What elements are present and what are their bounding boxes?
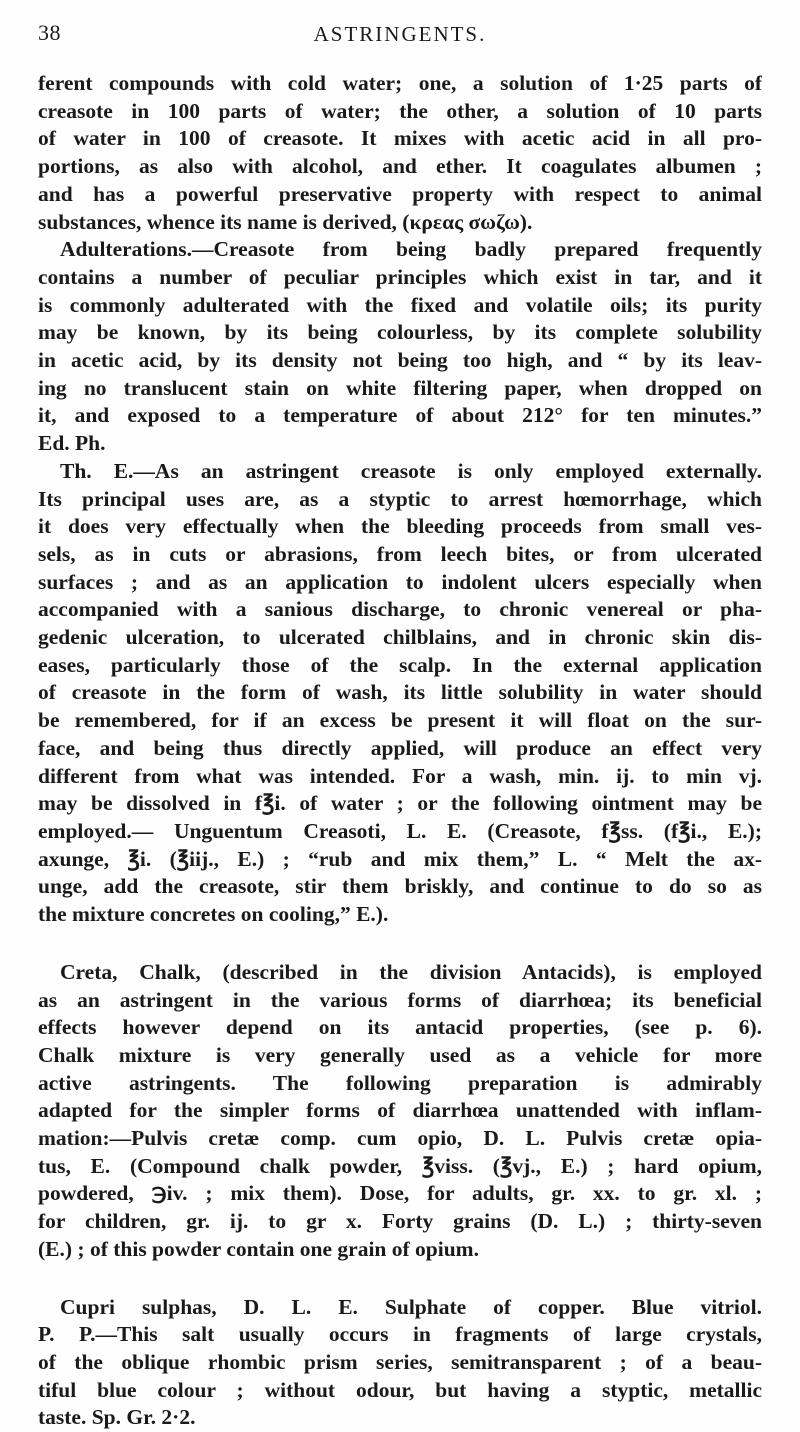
text-line: face, and being thus directly applied, will produce an effect very	[38, 735, 762, 760]
paragraph-therapeutics	[38, 458, 762, 929]
paragraph-gap	[38, 1264, 762, 1294]
text-line: eases, particularly those of the scalp. In the external application	[38, 652, 762, 677]
text-line: Ed. Ph.	[38, 431, 106, 456]
text-line: axunge, ℥i. (℥iij., E.) ; “rub and mix them,” L. “ Melt the ax-	[38, 846, 762, 871]
text-line: P. P.—This salt usually occurs in fragments of large crystals,	[38, 1322, 762, 1347]
text-line: Th. E.—As an astringent creasote is only employed externally.	[60, 458, 762, 483]
text-line: taste. Sp. Gr. 2·2.	[38, 1405, 196, 1430]
text-line: unge, add the creasote, stir them briskly, and continue to do so as	[38, 874, 762, 899]
paragraph-creta	[38, 959, 762, 1264]
text-line: effects however depend on its antacid properties, (see p. 6).	[38, 1015, 762, 1040]
text-line: ferent compounds with cold water; one, a solution of 1·25 parts of	[38, 71, 762, 95]
text-line: may be known, by its being colourless, by its complete solubility	[38, 320, 762, 345]
text-line: it does very effectually when the bleeding proceeds from small ves-	[38, 514, 762, 539]
text-line: (E.) ; of this powder contain one grain of opium.	[38, 1236, 479, 1261]
paragraph-cupri-sulphas	[38, 1294, 762, 1432]
text-line: active astringents. The following preparation is admirably	[38, 1070, 762, 1095]
text-line: of the oblique rhombic prism series, semitransparent ; of a beau-	[38, 1349, 762, 1374]
text-line: Creta, Chalk, (described in the division Antacids), is employed	[60, 959, 762, 984]
text-line: employed.— Unguentum Creasoti, L. E. (Creasote, f℥ss. (f℥i., E.);	[38, 818, 762, 843]
paragraph-adulterations	[38, 236, 762, 458]
text-line: sels, as in cuts or abrasions, from leech bites, or from ulcerated	[38, 541, 762, 566]
text-line: gedenic ulceration, to ulcerated chilblains, and in chronic skin dis-	[38, 625, 762, 650]
text-line: may be dissolved in f℥i. of water ; or the following ointment may be	[38, 791, 762, 816]
page-number: 38	[38, 20, 61, 45]
text-line: and has a powerful preservative property with respect to animal	[38, 181, 762, 206]
text-line: surfaces ; and as an application to indolent ulcers especially when	[38, 569, 762, 594]
text-line: in acetic acid, by its density not being too high, and “ by its leav-	[38, 348, 762, 373]
text-line: creasote in 100 parts of water; the other, a solution of 10 parts	[38, 98, 762, 123]
running-title: ASTRINGENTS.	[313, 22, 487, 46]
text-line: portions, as also with alcohol, and ether. It coagulates albumen ;	[38, 154, 762, 179]
text-line: the mixture concretes on cooling,” E.).	[38, 902, 389, 927]
text-line: ing no translucent stain on white filtering paper, when dropped on	[38, 375, 762, 400]
text-line: of creasote in the form of wash, its little solubility in water should	[38, 680, 762, 705]
text-line: tus, E. (Compound chalk powder, ℥viss. (℥vj., E.) ; hard opium,	[38, 1153, 762, 1178]
text-line: accompanied with a sanious discharge, to chronic venereal or pha-	[38, 597, 762, 622]
text-line: Cupri sulphas, D. L. E. Sulphate of copper. Blue vitriol.	[60, 1294, 762, 1319]
text-line: tiful blue colour ; without odour, but having a styptic, metallic	[38, 1377, 762, 1402]
text-line: as an astringent in the various forms of diarrhœa; its beneficial	[38, 987, 762, 1012]
text-line: Chalk mixture is very generally used as a vehicle for more	[38, 1042, 762, 1067]
text-line: of water in 100 of creasote. It mixes with acetic acid in all pro-	[38, 126, 762, 151]
text-line: for children, gr. ij. to gr x. Forty grains (D. L.) ; thirty-seven	[38, 1209, 762, 1234]
page-body	[38, 70, 762, 1432]
text-line: substances, whence its name is derived, (κρεας σωζω).	[38, 209, 533, 234]
text-line: Adulterations.—Creasote from being badly prepared frequently	[60, 237, 762, 262]
text-line: mation:—Pulvis cretæ comp. cum opio, D. L. Pulvis cretæ opia-	[38, 1126, 762, 1151]
text-line: different from what was intended. For a wash, min. ij. to min vj.	[38, 763, 762, 788]
text-line: be remembered, for if an excess be present it will float on the sur-	[38, 708, 762, 733]
paragraph-creasote-continued	[38, 70, 762, 236]
text-line: Its principal uses are, as a styptic to arrest hœmorrhage, which	[38, 486, 762, 511]
text-line: is commonly adulterated with the fixed and volatile oils; its purity	[38, 292, 762, 317]
text-line: it, and exposed to a temperature of about 212° for ten minutes.”	[38, 403, 762, 428]
text-line: adapted for the simpler forms of diarrhœa unattended with inflam-	[38, 1098, 762, 1123]
text-line: contains a number of peculiar principles which exist in tar, and it	[38, 264, 762, 289]
text-line: powdered, ℈iv. ; mix them). Dose, for adults, gr. xx. to gr. xl. ;	[38, 1181, 762, 1206]
paragraph-gap	[38, 929, 762, 959]
